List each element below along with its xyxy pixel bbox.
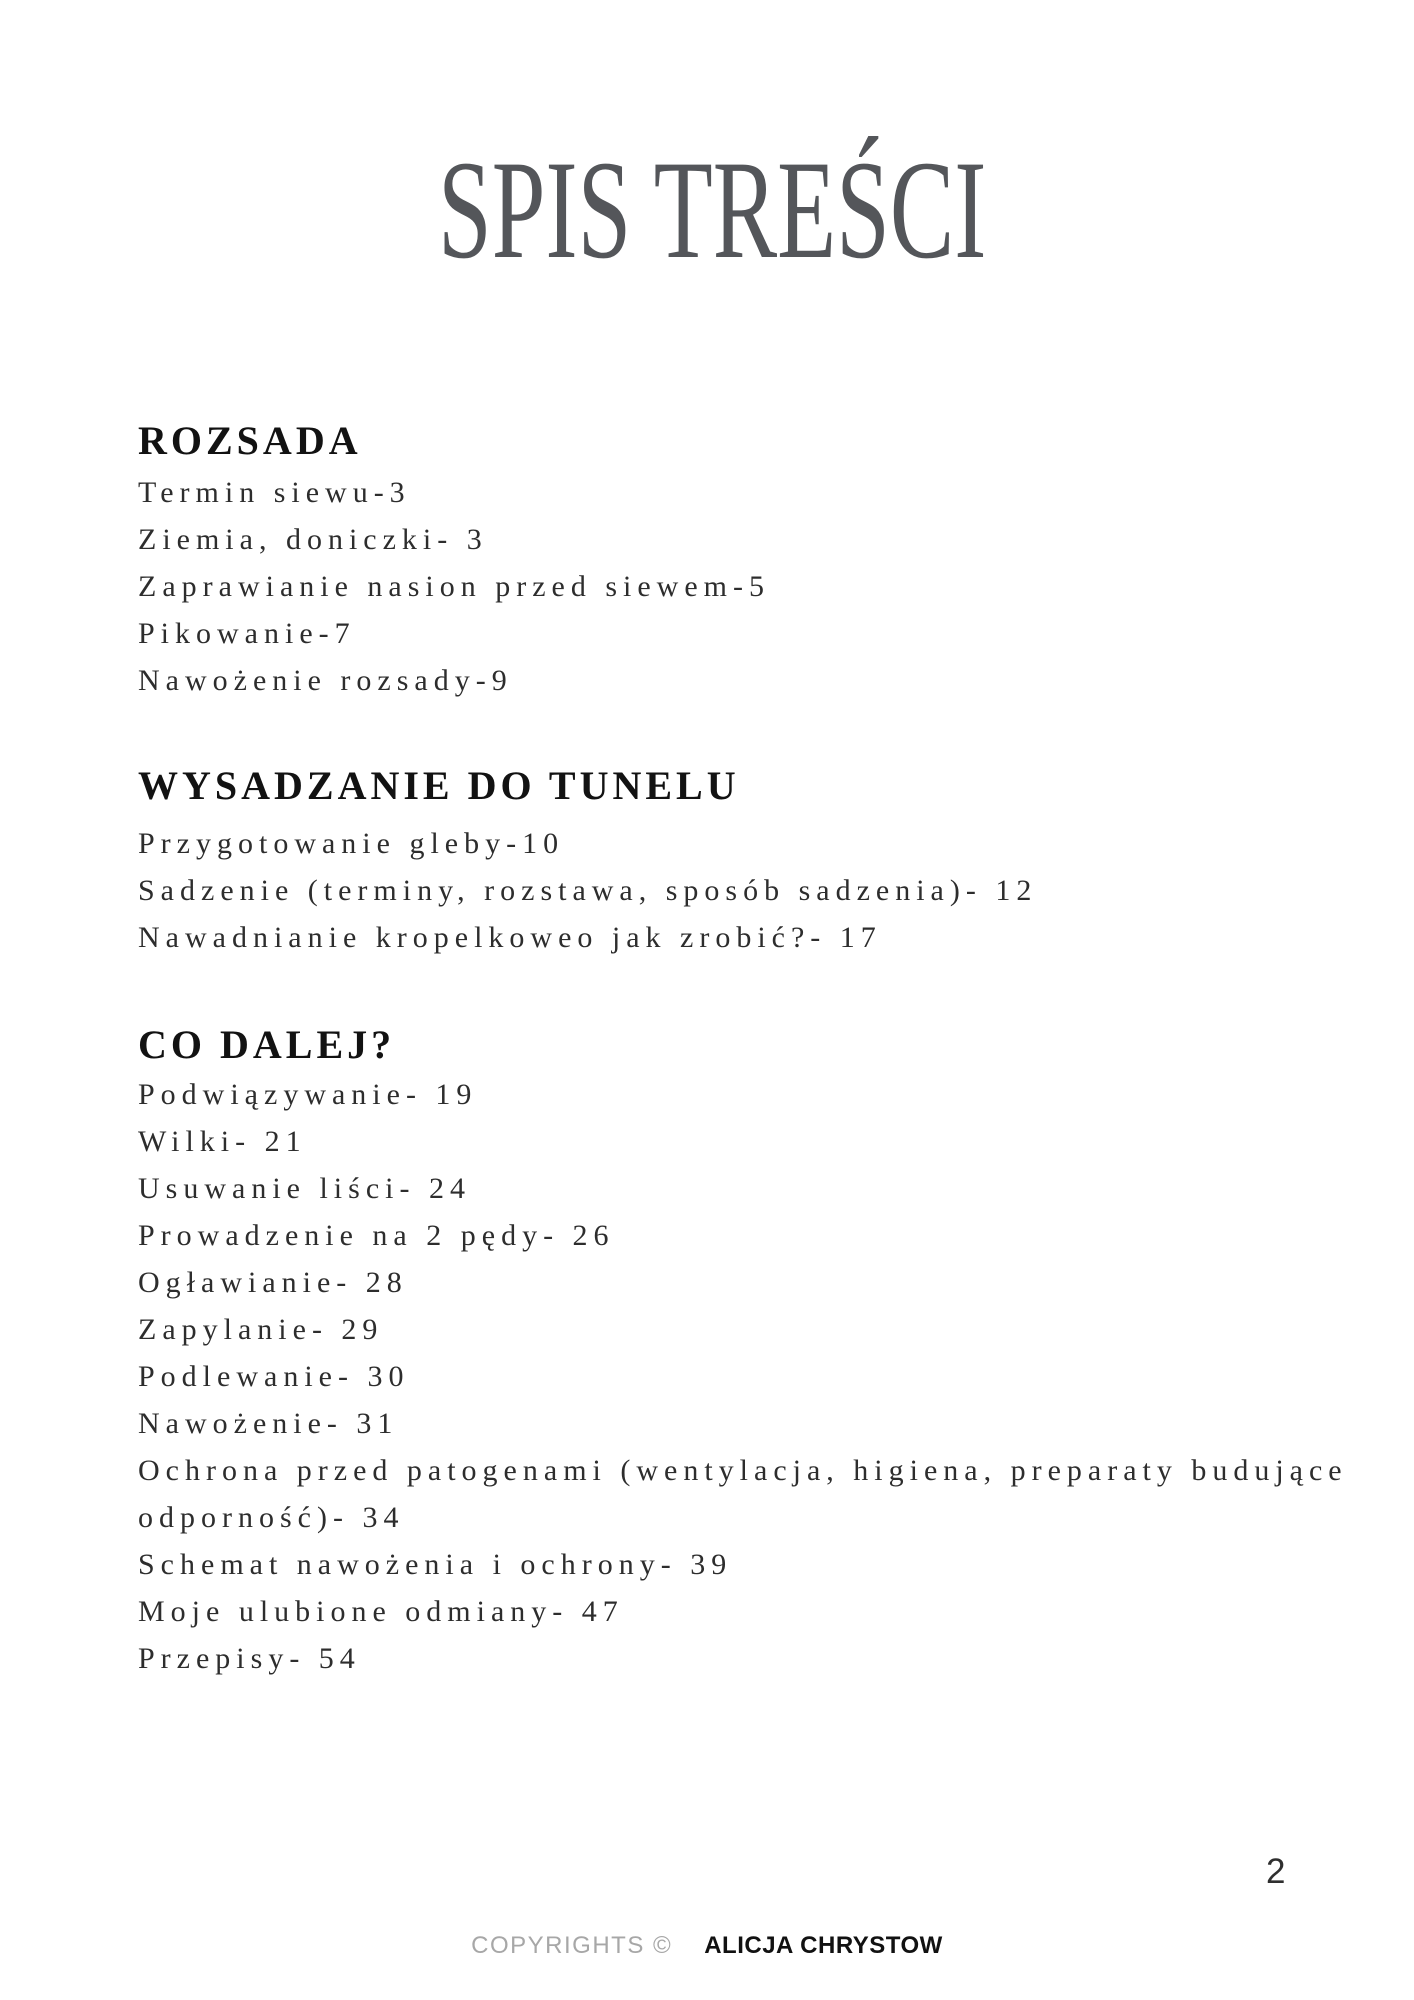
toc-item: Podlewanie- 30: [138, 1360, 410, 1393]
toc-item: Zaprawianie nasion przed siewem-5: [138, 570, 770, 603]
toc-item: Prowadzenie na 2 pędy- 26: [138, 1219, 615, 1252]
page-title: SPIS TREŚCI: [438, 132, 987, 288]
toc-item: Sadzenie (terminy, rozstawa, sposób sadzenia)- 12: [138, 874, 1038, 907]
toc-item: Ogławianie- 28: [138, 1266, 408, 1299]
table-of-contents: [138, 0, 1348, 1682]
toc-item: Podwiązywanie- 19: [138, 1078, 478, 1111]
toc-item: Przepisy- 54: [138, 1642, 361, 1675]
toc-item: Nawożenie- 31: [138, 1407, 399, 1440]
toc-item: Moje ulubione odmiany- 47: [138, 1595, 624, 1628]
toc-item: Przygotowanie gleby-10: [138, 827, 565, 860]
toc-item: Ochrona przed patogenami (wentylacja, higiena, preparaty budujące odporność)- 34: [138, 1454, 1348, 1534]
toc-item: Schemat nawożenia i ochrony- 39: [138, 1548, 733, 1581]
toc-item: Zapylanie- 29: [138, 1313, 384, 1346]
toc-item: Wilki- 21: [138, 1125, 307, 1158]
toc-section-co-dalej: [138, 1021, 1348, 1682]
footer-author: ALICJA CHRYSTOW: [704, 1932, 943, 1959]
toc-section-wysadzanie: [138, 762, 1348, 961]
section-heading-co-dalej: CO DALEJ?: [138, 1022, 396, 1067]
toc-item: Usuwanie liści- 24: [138, 1172, 471, 1205]
toc-item: Termin siewu-3: [138, 476, 411, 509]
section-heading-rozsada: ROZSADA: [138, 418, 362, 463]
page-number: 2: [1266, 1852, 1286, 1891]
toc-item: Nawadnianie kropelkoweo jak zrobić?- 17: [138, 921, 882, 954]
toc-item: Ziemia, doniczki- 3: [138, 523, 488, 556]
footer: [0, 1932, 1414, 1960]
toc-section-rozsada: [138, 417, 1348, 704]
copyright-label: COPYRIGHTS ©: [471, 1932, 673, 1959]
toc-item: Nawożenie rozsady-9: [138, 664, 513, 697]
toc-item: Pikowanie-7: [138, 617, 356, 650]
section-heading-wysadzanie: WYSADZANIE DO TUNELU: [138, 763, 740, 808]
